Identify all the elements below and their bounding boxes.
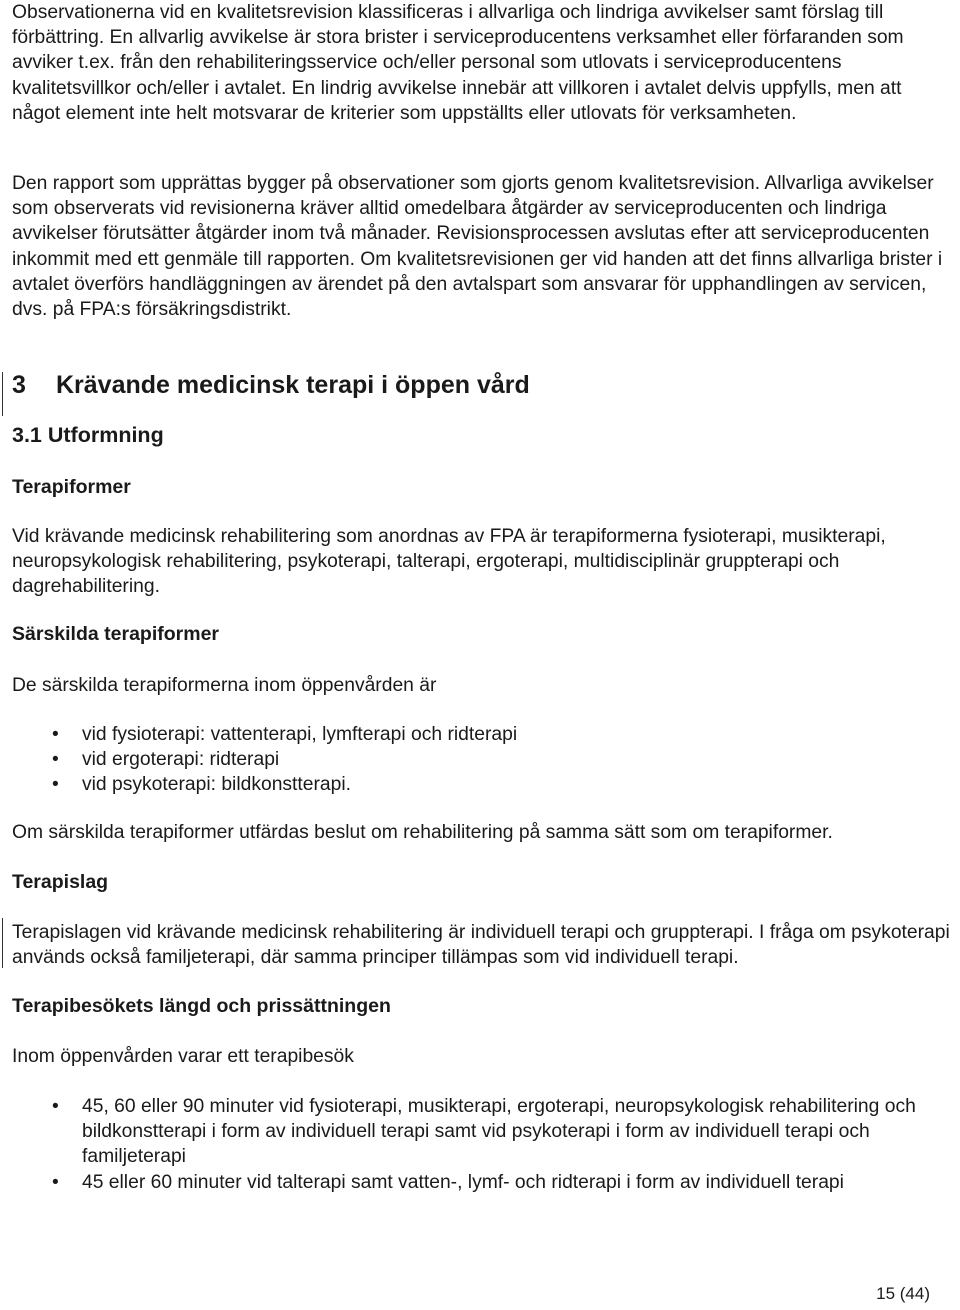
change-bar	[2, 372, 3, 416]
paragraph-sarskilda-intro: De särskilda terapiformerna inom öppenvården är	[12, 675, 437, 696]
list-item: • 45 eller 60 minuter vid talterapi samt vatten-, lymf- och ridterapi i form av individuell terapi	[12, 1170, 952, 1195]
list-item: • vid fysioterapi: vattenterapi, lymfterapi och ridterapi	[12, 722, 517, 747]
paragraph-langd-intro: Inom öppenvården varar ett terapibesök	[12, 1046, 354, 1067]
bullet-icon: •	[52, 1096, 59, 1117]
heading-sarskilda: Särskilda terapiformer	[12, 623, 220, 645]
bullet-icon: •	[52, 749, 59, 771]
paragraph-terapislag: Terapislagen vid krävande medicinsk rehabilitering är individuell terapi och gruppterapi. I fråga om psykoterapi används också familjeterapi, där samma principer tillämpas som vid individuell terapi.	[12, 922, 950, 969]
heading-langd: Terapibesökets längd och prissättningen	[12, 995, 391, 1017]
page-number: 15 (44)	[876, 1284, 930, 1303]
change-bar	[2, 918, 3, 968]
paragraph-report: Den rapport som upprättas bygger på observationer som gjorts genom kvalitetsrevision. Allvarliga avvikelser som observerats vid revisionerna kräver alltid omedelbara åtgärder av serviceproducenten och lindriga avvikelser förutsätter åtgärder inom två månader. Revisionsprocessen avslutas efter att serviceproducenten inkommit med ett genmäle till rapporten. Om kvalitetsrevisionen ger vid handen att det finns allvarliga brister i avtalet överförs handläggningen av ärendet på den avtalspart som ansvarar för upphandlingen av servicen, dvs. på FPA:s försäkringsdistrikt.	[12, 173, 943, 321]
section-title: Krävande medicinsk terapi i öppen vård	[56, 371, 530, 399]
bullet-icon: •	[52, 774, 59, 796]
heading-terapiformer: Terapiformer	[12, 476, 131, 498]
list-sarskilda	[12, 722, 517, 798]
list-item: • vid ergoterapi: ridterapi	[12, 747, 517, 772]
bullet-icon: •	[52, 724, 59, 745]
list-langd	[12, 1094, 952, 1195]
section-number: 3	[12, 371, 26, 399]
paragraph-sarskilda-outro: Om särskilda terapiformer utfärdas beslut om rehabilitering på samma sätt som om terapiformer.	[12, 822, 833, 843]
paragraph-terapiformer: Vid krävande medicinsk rehabilitering som anordnas av FPA är terapiformerna fysioterapi, musikterapi, neuropsykologisk rehabilitering, psykoterapi, talterapi, ergoterapi, multidisciplinär gruppterapi och dagrehabilitering.	[12, 526, 886, 598]
list-item: • vid psykoterapi: bildkonstterapi.	[12, 772, 517, 797]
subsection-heading: 3.1 Utformning	[12, 423, 164, 447]
bullet-icon: •	[52, 1171, 59, 1193]
paragraph-observations: Observationerna vid en kvalitetsrevision klassificeras i allvarliga och lindriga avvikelser samt förslag till förbättring. En allvarlig avvikelse är stora brister i serviceproducentens verksamhet eller förfaranden som avviker t.ex. från den rehabiliteringsservice och/eller personal som utlovats i serviceproducentens kvalitetsvillkor och/eller i avtalet. En lindrig avvikelse innebär att villkoren i avtalet delvis uppfylls, men att något element inte helt motsvarar de kriterier som uppställts eller utlovats för verksamheten.	[12, 2, 904, 124]
section-heading	[12, 369, 530, 401]
list-item: • 45, 60 eller 90 minuter vid fysioterapi, musikterapi, ergoterapi, neuropsykologisk rehabilitering och bildkonstterapi i form av individuell terapi samt vid psykoterapi i form av individuell terapi och familjeterapi	[52, 1096, 916, 1168]
heading-terapislag: Terapislag	[12, 871, 109, 893]
